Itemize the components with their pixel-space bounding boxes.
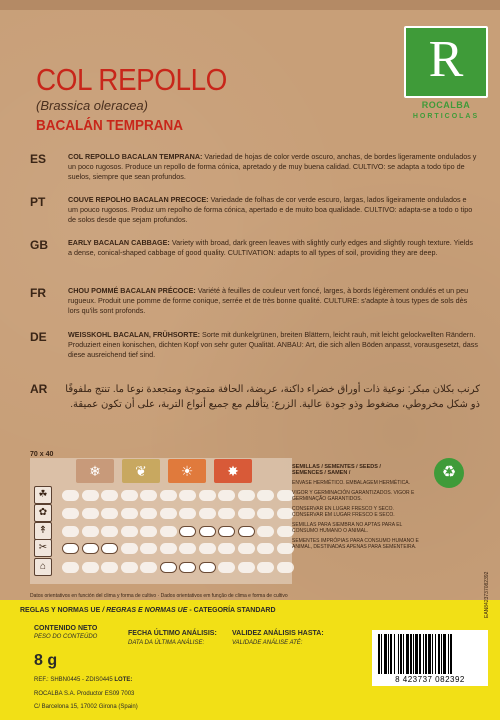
variety-name: BACALÁN TEMPRANA [36, 117, 183, 134]
barcode-bar [441, 634, 442, 674]
calendar-cell [160, 543, 177, 554]
calendar-cell [121, 543, 138, 554]
barcode-bar [410, 634, 412, 674]
logo-subtitle: HORTICOLAS [412, 113, 480, 120]
calendar-cell [82, 508, 99, 519]
lang-code: GB [30, 238, 48, 252]
seed-legend [292, 464, 422, 550]
net-weight: 8 g [34, 652, 58, 669]
calendar-cell [160, 526, 177, 537]
calendar-cell [121, 490, 138, 501]
barcode-bar [425, 634, 427, 674]
calendar-cell [277, 543, 294, 554]
calendar-cell [199, 490, 216, 501]
barcode-bar [419, 634, 421, 674]
chart-footnote: Datos orientativos en función del clima y forma de cultivo · Dados orientativos em função de clima e forma de cultivo [30, 593, 288, 599]
snowflake-icon [76, 459, 114, 483]
calendar-cell [62, 543, 79, 554]
calendar-cell [218, 562, 235, 573]
calendar-cell [62, 562, 79, 573]
calendar-cell [257, 562, 274, 573]
calendar-cell [238, 562, 255, 573]
legend-item: SEMILLAS PARA SIEMBRA NO APTAS PARA EL CONSUMO HUMANO O ANIMAL. [292, 522, 403, 534]
sun-icon [168, 459, 206, 483]
lang-code: FR [30, 286, 46, 300]
calendar-cell [140, 508, 157, 519]
barcode-bar [403, 634, 404, 674]
validity-label: VALIDEZ ANÁLISIS HASTA: [232, 630, 324, 637]
lang-code: ES [30, 152, 47, 166]
calendar-cell [101, 508, 118, 519]
barcode-bar [394, 634, 395, 674]
calendar-cell [277, 526, 294, 537]
legend-item: VIGOR Y GERMINACIÓN GARANTIZADOS. VIGOR E GERMINAÇÃO GARANTIDOS. [292, 490, 415, 502]
calendar-cell [179, 562, 196, 573]
barcode-bar [388, 634, 389, 674]
calendar-cell [257, 490, 274, 501]
calendar-cell [140, 543, 157, 554]
calendar-cell [101, 490, 118, 501]
barcode-bar [438, 634, 440, 674]
calendar-cell [140, 526, 157, 537]
leaf-icon [122, 459, 160, 483]
calendar-cell [82, 543, 99, 554]
harvest-icon: ✂ [34, 539, 52, 557]
calendar-cell [101, 562, 118, 573]
barcode-bar [378, 634, 380, 674]
calendar-cell [179, 490, 196, 501]
maple-leaf-icon [214, 459, 252, 483]
calendar-cell [82, 490, 99, 501]
net-content-label: CONTENIDO NETO [34, 625, 98, 632]
barcode-bar [398, 634, 399, 674]
calendar-cell [218, 526, 235, 537]
calendar-cell [238, 526, 255, 537]
green-dot-recycle-icon: ♻ [434, 458, 464, 488]
barcode-bar [413, 634, 414, 674]
calendar-cell [140, 562, 157, 573]
calendar-cell [199, 543, 216, 554]
calendar-cell [121, 562, 138, 573]
legend-item: ENVASE HERMÉTICO. EMBALAGEM HERMÉTICA. [292, 480, 410, 486]
transplant-icon: ↟ [34, 522, 52, 540]
barcode-bar [435, 634, 436, 674]
barcode-bar [381, 634, 382, 674]
address: C/ Barcelona 15, 17002 Girona (Spain) [34, 704, 138, 710]
barcode-number: 8 423737 082392 [395, 675, 465, 684]
calendar-cell [257, 543, 274, 554]
calendar-cell [218, 508, 235, 519]
lang-code: DE [30, 330, 47, 344]
lang-text: EARLY BACALAN CABBAGE: Variety with broad, dark green leaves with slightly curly edges and slightly rough texture. Yields a dense, conical-shaped cabbage of good quality. CULTIVATION: adapts to all types of soil, providing they are deep. [68, 238, 473, 257]
calendar-cell [257, 508, 274, 519]
calendar-cell [62, 526, 79, 537]
legend-head: SEMENCES / SAMEN / [292, 470, 351, 476]
barcode-bar [384, 634, 387, 674]
validity-label-pt: VALIDADE ANÁLISE ATÉ: [232, 640, 303, 646]
calendar-cell [199, 526, 216, 537]
calendar-cell [121, 508, 138, 519]
producer: ROCALBA S.A. Productor ES09 7003 [34, 691, 135, 697]
calendar-cell [238, 508, 255, 519]
lang-text: COUVE REPOLHO BACALAN PRECOCE: Variedade de folhas de cor verde escuro, largas, lados ligeiramente ondulados e um pouco rugosos. Produz um repolho de forma cónica, apertado e de muito boa qualidade. CULTIVO: adapta-se a todo o tipo de solos desde que sejam profundos. [68, 195, 473, 224]
calendar-cell [62, 508, 79, 519]
barcode-bar [390, 634, 392, 674]
latin-name: (Brassica oleracea) [36, 98, 148, 113]
calendar-cell [140, 490, 157, 501]
calendar-cell [238, 490, 255, 501]
lang-text: COL REPOLLO BACALAN TEMPRANA: Variedad de hojas de color verde oscuro, anchas, de bordes ligeramente ondulados y un poco rugosos. Produce un repollo de forma cónica, apretado y de muy buena calidad. CULTIVO: se adapta a todo tipo de suelos, siempre que sean profundos. [68, 152, 477, 181]
snowflake-icon-glyph: ❄ [89, 463, 101, 479]
sowing-direct-icon: ✿ [34, 504, 52, 522]
lang-code: PT [30, 195, 46, 209]
plant-spacing: 70 x 40 [30, 451, 54, 458]
calendar-cell [82, 526, 99, 537]
calendar-cell [160, 508, 177, 519]
lang-text: CHOU POMMÉ BACALAN PRÉCOCE: Variété à feuilles de couleur vert foncé, larges, à bords légèrement ondulés et un peu rugueux. Produit une pomme de forme conique, serrée et de très bonne qualité. CULTURE: s'adapte à tous types de sols dès lors qu'ils sont profonds. [68, 286, 469, 315]
sowing-seedbed-icon: ☘ [34, 486, 52, 504]
calendar-cell [101, 543, 118, 554]
analysis-date-label-pt: DATA DA ÚLTIMA ANÁLISE: [128, 640, 205, 646]
sun-icon-glyph: ☀ [180, 463, 194, 479]
calendar-cell [238, 543, 255, 554]
calendar-cell [179, 543, 196, 554]
calendar-cell [62, 490, 79, 501]
calendar-cell [101, 526, 118, 537]
calendar-cell [218, 490, 235, 501]
barcode [372, 630, 488, 686]
barcode-bar [406, 634, 409, 674]
calendar-cell [218, 543, 235, 554]
barcode-bar [432, 634, 433, 674]
logo-letter: R [428, 31, 464, 88]
analysis-date-label: FECHA ÚLTIMO ANÁLISIS: [128, 630, 217, 637]
logo-brand-name: ROCALBA [421, 100, 471, 110]
net-content-label-pt: PESO DO CONTEÚDO [34, 634, 98, 640]
calendar-cell [179, 526, 196, 537]
rules-title: REGLAS Y NORMAS UE / REGRAS E NORMAS UE - CATEGORÍA STANDARD [20, 607, 276, 614]
rocalba-logo [404, 26, 488, 98]
arabic-text: كرنب بكلان مبكر: نوعية ذات أوراق خضراء داكنة، عريضة، الحافة متموجة ومتجعدة نوعا ما. تنتج ملفوفًا ذو شكل مخروطي، مضغوط وذو جودة عالية. الزرع: يتأقلم مع جميع أنواع التربة، على أن تكون عميقة. [65, 384, 480, 410]
barcode-bar [448, 634, 449, 674]
calendar-cell [199, 562, 216, 573]
legend-head: SEMILLAS / SEMENTES / SEEDS / [292, 464, 381, 470]
calendar-cell [277, 490, 294, 501]
barcode-bar [415, 634, 418, 674]
calendar-cell [277, 562, 294, 573]
legend-item: SEMENTES IMPRÓPIAS PARA CONSUMO HUMANO E ANIMAL, DESTINADAS APENAS PARA SEMENTEIRA. [292, 538, 419, 550]
side-code: EAN8423737082392 [484, 571, 490, 618]
calendar-cell [257, 526, 274, 537]
barcode-bar [400, 634, 402, 674]
calendar-cell [277, 508, 294, 519]
lang-code: AR [30, 382, 48, 396]
calendar-cell [82, 562, 99, 573]
calendar-cell [199, 508, 216, 519]
legend-item: CONSERVAR EN LUGAR FRESCO Y SECO. CONSERVAR EM LUGAR FRESCO E SECO. [292, 506, 395, 518]
barcode-bar [443, 634, 446, 674]
leaf-icon-glyph: ❦ [135, 463, 147, 479]
barcode-bar [450, 634, 452, 674]
product-title: COL REPOLLO [36, 62, 227, 97]
calendar-cell [160, 490, 177, 501]
reference: REF.: SHBN0445 - ZDIS0445 LOTE: [34, 677, 133, 683]
lang-text: WEISSKOHL BACALAN, FRÜHSORTE: Sorte mit dunkelgrünen, breiten Blättern, leicht rauh, mit leicht gelockwellten Rändern. Produziert einen konischen, dichten Kopf von sehr guter Qualität. ANBAU: Art, die sich allen Böden anpasst, vorausgesetzt, dass diese ausreichend tief sind. [68, 330, 478, 359]
calendar-cell [160, 562, 177, 573]
barcode-bar [428, 634, 431, 674]
calendar-cell [179, 508, 196, 519]
calendar-cell [121, 526, 138, 537]
top-band [0, 0, 500, 10]
basket-icon: ⌂ [34, 558, 52, 576]
maple-leaf-icon-glyph: ✸ [227, 463, 239, 479]
barcode-bar [423, 634, 424, 674]
